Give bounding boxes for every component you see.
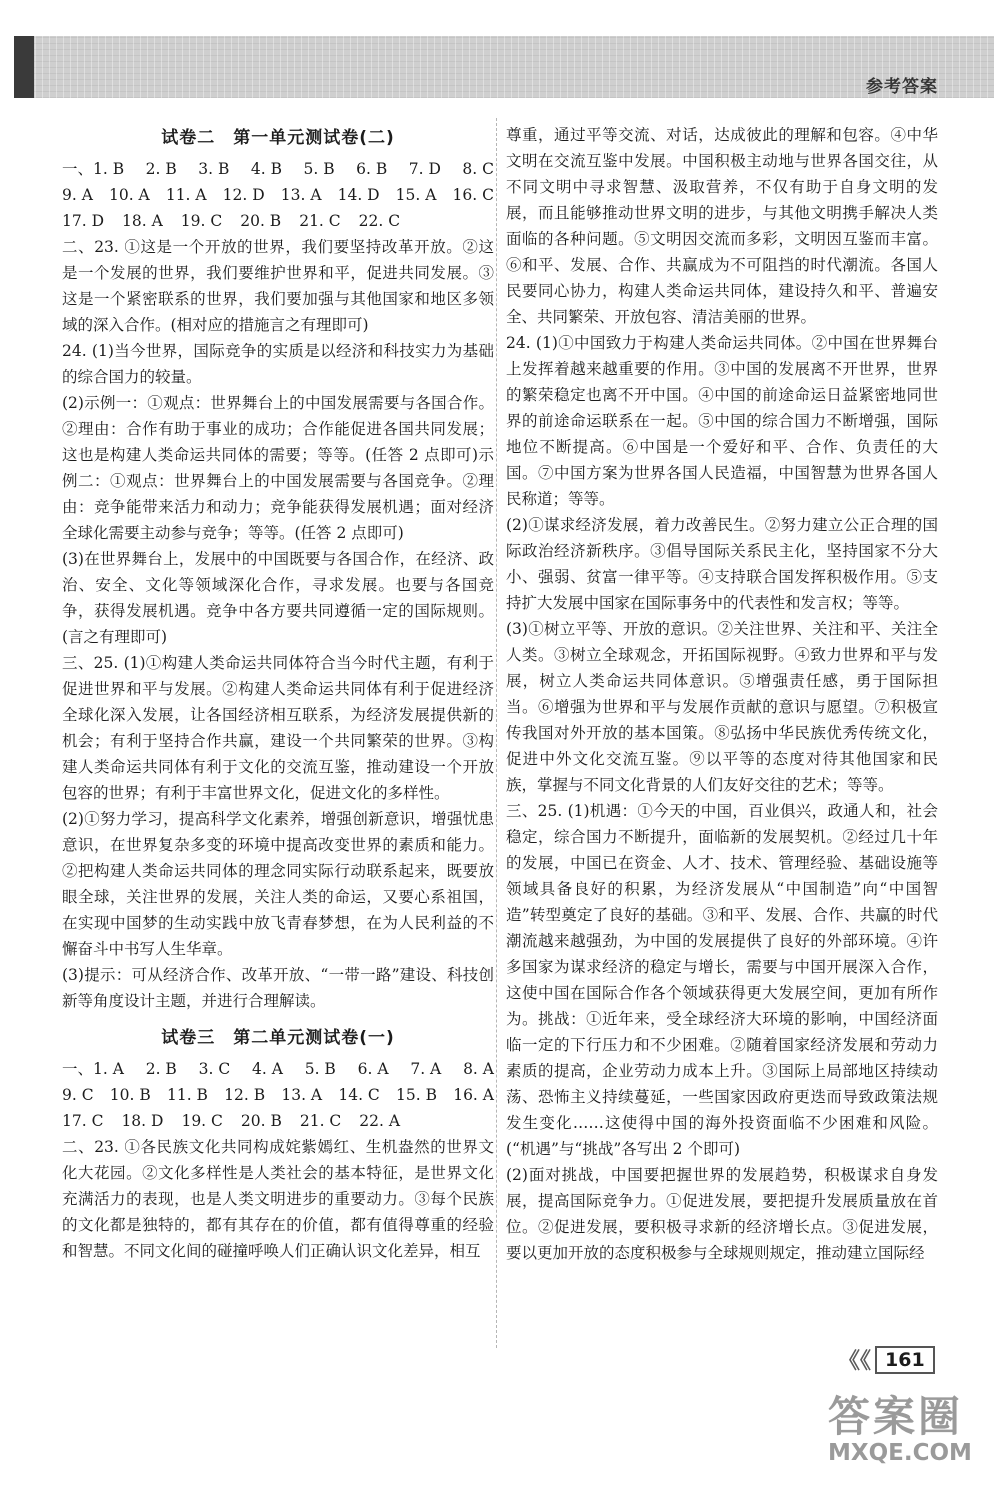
exam3-title: 试卷三 第二单元测试卷(一)	[161, 1028, 395, 1048]
answer-paragraph: 24. (1)当今世界，国际竞争的实质是以经济和科技实力为基础的综合国力的较量。	[62, 342, 494, 386]
answer-paragraph: (2)①努力学习，提高科学文化素养，增强创新意识，增强忧患意识，在世界复杂多变的环境中提高改变世界的素质和能力。②把构建人类命运共同体的理念同实际行动联系起来，既要放眼全球，关注世界的发展，关注人类的命运，又要心系祖国，在实现中国梦的生动实践中放飞青春梦想，在为人民利益的不懈奋斗中书写人生华章。	[62, 810, 494, 958]
mc-answer-row	[62, 156, 494, 182]
watermark-url: MXQE.COM	[828, 1440, 972, 1466]
column-divider	[496, 118, 497, 1348]
page-number: 161	[875, 1346, 935, 1374]
mc-answer: 22. C	[358, 212, 401, 230]
mc-answer: 4. A	[252, 1060, 283, 1078]
answer-paragraph: 三、25. (1)机遇：①今天的中国，百业俱兴，政通人和，社会稳定，综合国力不断提升，面临新的发展契机。②经过几十年的发展，中国已在资金、人才、技术、管理经验、基础设施等领域具备良好的积累，为经济发展从“中国制造”向“中国智造”转型奠定了良好的基础。③和平、发展、合作、共赢的时代潮流越来越强劲，为中国的发展提供了良好的外部环境。④许多国家为谋求经济的稳定与增长，需要与中国开展深入合作，这使中国在国际合作各个领域获得更大发展空间，更加有所作为。挑战：①近年来，受全球经济大环境的影响，中国经济面临一定的下行压力和不少困难。②随着国家经济发展和劳动力素质的提高，企业劳动力成本上升。③国际上局部地区持续动荡、恐怖主义持续蔓延，一些国家因政府更迭而导致政策法规发生变化……这使得中国的海外投资面临不少困难和风险。(“机遇”与“挑战”各写出 2 个即可)	[506, 802, 938, 1158]
mc-answer: 一、1. A	[62, 1060, 124, 1078]
mc-answer: 11. B	[166, 1086, 208, 1104]
left-column	[62, 122, 494, 1264]
header-banner	[14, 36, 994, 98]
mc-answer: 3. B	[198, 160, 230, 178]
mc-answer: 12. D	[222, 186, 265, 204]
mc-answer: 19. C	[180, 212, 223, 230]
mc-answer: 4. B	[250, 160, 282, 178]
mc-answer: 17. D	[62, 212, 105, 230]
mc-answer: 17. C	[62, 1112, 104, 1130]
mc-answer-row	[62, 182, 494, 208]
mc-answer: 12. B	[224, 1086, 266, 1104]
mc-answer: 7. A	[410, 1060, 442, 1078]
answer-paragraph: (3)提示：可从经济合作、改革开放、“一带一路”建设、科技创新等角度设计主题，并进行合理解读。	[62, 966, 494, 1010]
exam2-title: 试卷二 第一单元测试卷(二)	[161, 128, 395, 148]
mc-answer: 5. B	[304, 1060, 336, 1078]
answer-paragraph: (2)面对挑战，中国要把握世界的发展趋势，积极谋求自身发展，提高国际竞争力。①促进发展，要把提升发展质量放在首位。②促进发展，要积极寻求新的经济增长点。③促进发展，要以更加开放的态度积极参与全球规则规定，推动建立国际经	[506, 1166, 938, 1262]
mc-answer-row	[62, 208, 494, 234]
mc-answer: 20. B	[240, 212, 282, 230]
mc-answer: 13. A	[281, 1086, 323, 1104]
mc-answer: 21. C	[299, 212, 341, 230]
mc-answer: 18. A	[122, 212, 163, 230]
mc-answer: 7. D	[408, 160, 441, 178]
mc-answer: 9. A	[62, 186, 93, 204]
mc-answer: 2. B	[145, 1060, 177, 1078]
mc-answer: 8. A	[463, 1060, 494, 1078]
watermark-title: 答案圈	[828, 1392, 964, 1441]
mc-answer: 15. B	[396, 1086, 437, 1104]
mc-answer: 18. D	[121, 1112, 164, 1130]
mc-answer: 13. A	[280, 186, 322, 204]
section-label: 参考答案	[866, 77, 938, 97]
mc-answer: 22. A	[359, 1112, 401, 1130]
mc-answer: 16. C	[452, 186, 494, 204]
answer-paragraph: 三、25. (1)①构建人类命运共同体符合当今时代主题，有利于促进世界和平与发展。②构建人类命运共同体有利于促进经济全球化深入发展，让各国经济相互联系，为经济发展提供新的机会；有利于坚持合作共赢，建设一个共同繁荣的世界。③构建人类命运共同体有利于文化的交流互鉴，推动建设一个开放包容的世界；有利于丰富世界文化，促进文化的多样性。	[62, 654, 494, 802]
answer-paragraph: (3)①树立平等、开放的意识。②关注世界、关注和平、关注全人类。③树立全球观念，开拓国际视野。④致力世界和平与发展，树立人类命运共同体意识。⑤增强责任感，勇于国际担当。⑥增强为世界和平与发展作贡献的意识与愿望。⑦积极宣传我国对外开放的基本国策。⑧弘扬中华民族优秀传统文化，促进中外文化交流互鉴。⑨以平等的态度对待其他国家和民族，掌握与不同文化背景的人们友好交往的艺术；等等。	[506, 620, 938, 794]
mc-answer: 一、1. B	[62, 160, 125, 178]
mc-answer: 6. B	[356, 160, 388, 178]
double-chevron-left-icon: 《《	[838, 1349, 872, 1374]
answer-paragraph: (3)在世界舞台上，发展中的中国既要与各国合作，在经济、政治、安全、文化等领域深化合作，寻求发展。也要与各国竞争，获得发展机遇。竞争中各方要共同遵循一定的国际规则。(言之有理即可)	[62, 550, 494, 646]
mc-answer: 21. C	[299, 1112, 342, 1130]
mc-answer: 6. A	[357, 1060, 389, 1078]
mc-answer: 8. C	[462, 160, 494, 178]
mc-answer: 10. B	[109, 1086, 151, 1104]
mc-answer: 20. B	[240, 1112, 282, 1130]
mc-answer: 3. C	[198, 1060, 231, 1078]
mc-answer: 10. A	[108, 186, 150, 204]
mc-answer: 11. A	[165, 186, 207, 204]
mc-answer-row	[62, 1056, 494, 1082]
mc-answer-row	[62, 1082, 494, 1108]
answer-paragraph: 二、23. ①各民族文化共同构成姹紫嫣红、生机盎然的世界文化大花园。②文化多样性是人类社会的基本特征，是世界文化充满活力的表现，也是人类文明进步的重要动力。③每个民族的文化都是独特的，都有其存在的价值，都有值得尊重的经验和智慧。不同文化间的碰撞呼唤人们正确认识文化差异，相互	[62, 1138, 494, 1260]
mc-answer: 14. C	[338, 1086, 380, 1104]
mc-answer: 19. C	[181, 1112, 223, 1130]
mc-answer: 5. B	[303, 160, 335, 178]
right-column	[506, 122, 938, 1266]
answer-paragraph: 24. (1)①中国致力于构建人类命运共同体。②中国在世界舞台上发挥着越来越重要的作用。③中国的发展离不开世界，世界的繁荣稳定也离不开中国。④中国的前途命运日益紧密地同世界的前途命运联系在一起。⑤中国的综合国力不断增强，国际地位不断提高。⑥中国是一个爱好和平、合作、负责任的大国。⑦中国方案为世界各国人民造福，中国智慧为世界各国人民称道；等等。	[506, 334, 938, 508]
mc-answer: 9. C	[62, 1086, 94, 1104]
header-accent-bar	[14, 36, 34, 98]
site-watermark-logo	[828, 1384, 988, 1484]
answer-paragraph: (2)①谋求经济发展，着力改善民生。②努力建立公正合理的国际政治经济新秩序。③倡导国际关系民主化，坚持国家不分大小、强弱、贫富一律平等。④支持联合国发挥积极作用。⑤支持扩大发展中国家在国际事务中的代表性和发言权；等等。	[506, 516, 938, 612]
answer-paragraph: (2)示例一：①观点：世界舞台上的中国发展需要与各国合作。②理由：合作有助于事业的成功；合作能促进各国共同发展；这也是构建人类命运共同体的需要；等等。(任答 2 点即可)示例二：①观点：世界舞台上的中国发展需要与各国竞争。②理由：竞争能带来活力和动力；竞争能获得发展机遇；面对经济全球化需要主动参与竞争；等等。(任答 2 点即可)	[62, 394, 494, 542]
mc-answer: 15. A	[395, 186, 437, 204]
mc-answer: 2. B	[145, 160, 177, 178]
page-number-block	[838, 1344, 935, 1375]
answer-paragraph: 尊重，通过平等交流、对话，达成彼此的理解和包容。④中华文明在交流互鉴中发展。中国积极主动地与世界各国交往，从不同文明中寻求智慧、汲取营养，不仅有助于自身文明的发展，而且能够推动世界文明的进步，与其他文明携手解决人类面临的各种问题。⑤文明因交流而多彩，文明因互鉴而丰富。⑥和平、发展、合作、共赢成为不可阻挡的时代潮流。各国人民要同心协力，构建人类命运共同体，建设持久和平、普遍安全、共同繁荣、开放包容、清洁美丽的世界。	[506, 126, 938, 326]
answer-paragraph: 二、23. ①这是一个开放的世界，我们要坚持改革开放。②这是一个发展的世界，我们要维护世界和平，促进共同发展。③这是一个紧密联系的世界，我们要加强与其他国家和地区多领域的深入合作。(相对应的措施言之有理即可)	[62, 238, 494, 334]
mc-answer-row	[62, 1108, 494, 1134]
mc-answer: 16. A	[453, 1086, 494, 1104]
mc-answer: 14. D	[337, 186, 380, 204]
